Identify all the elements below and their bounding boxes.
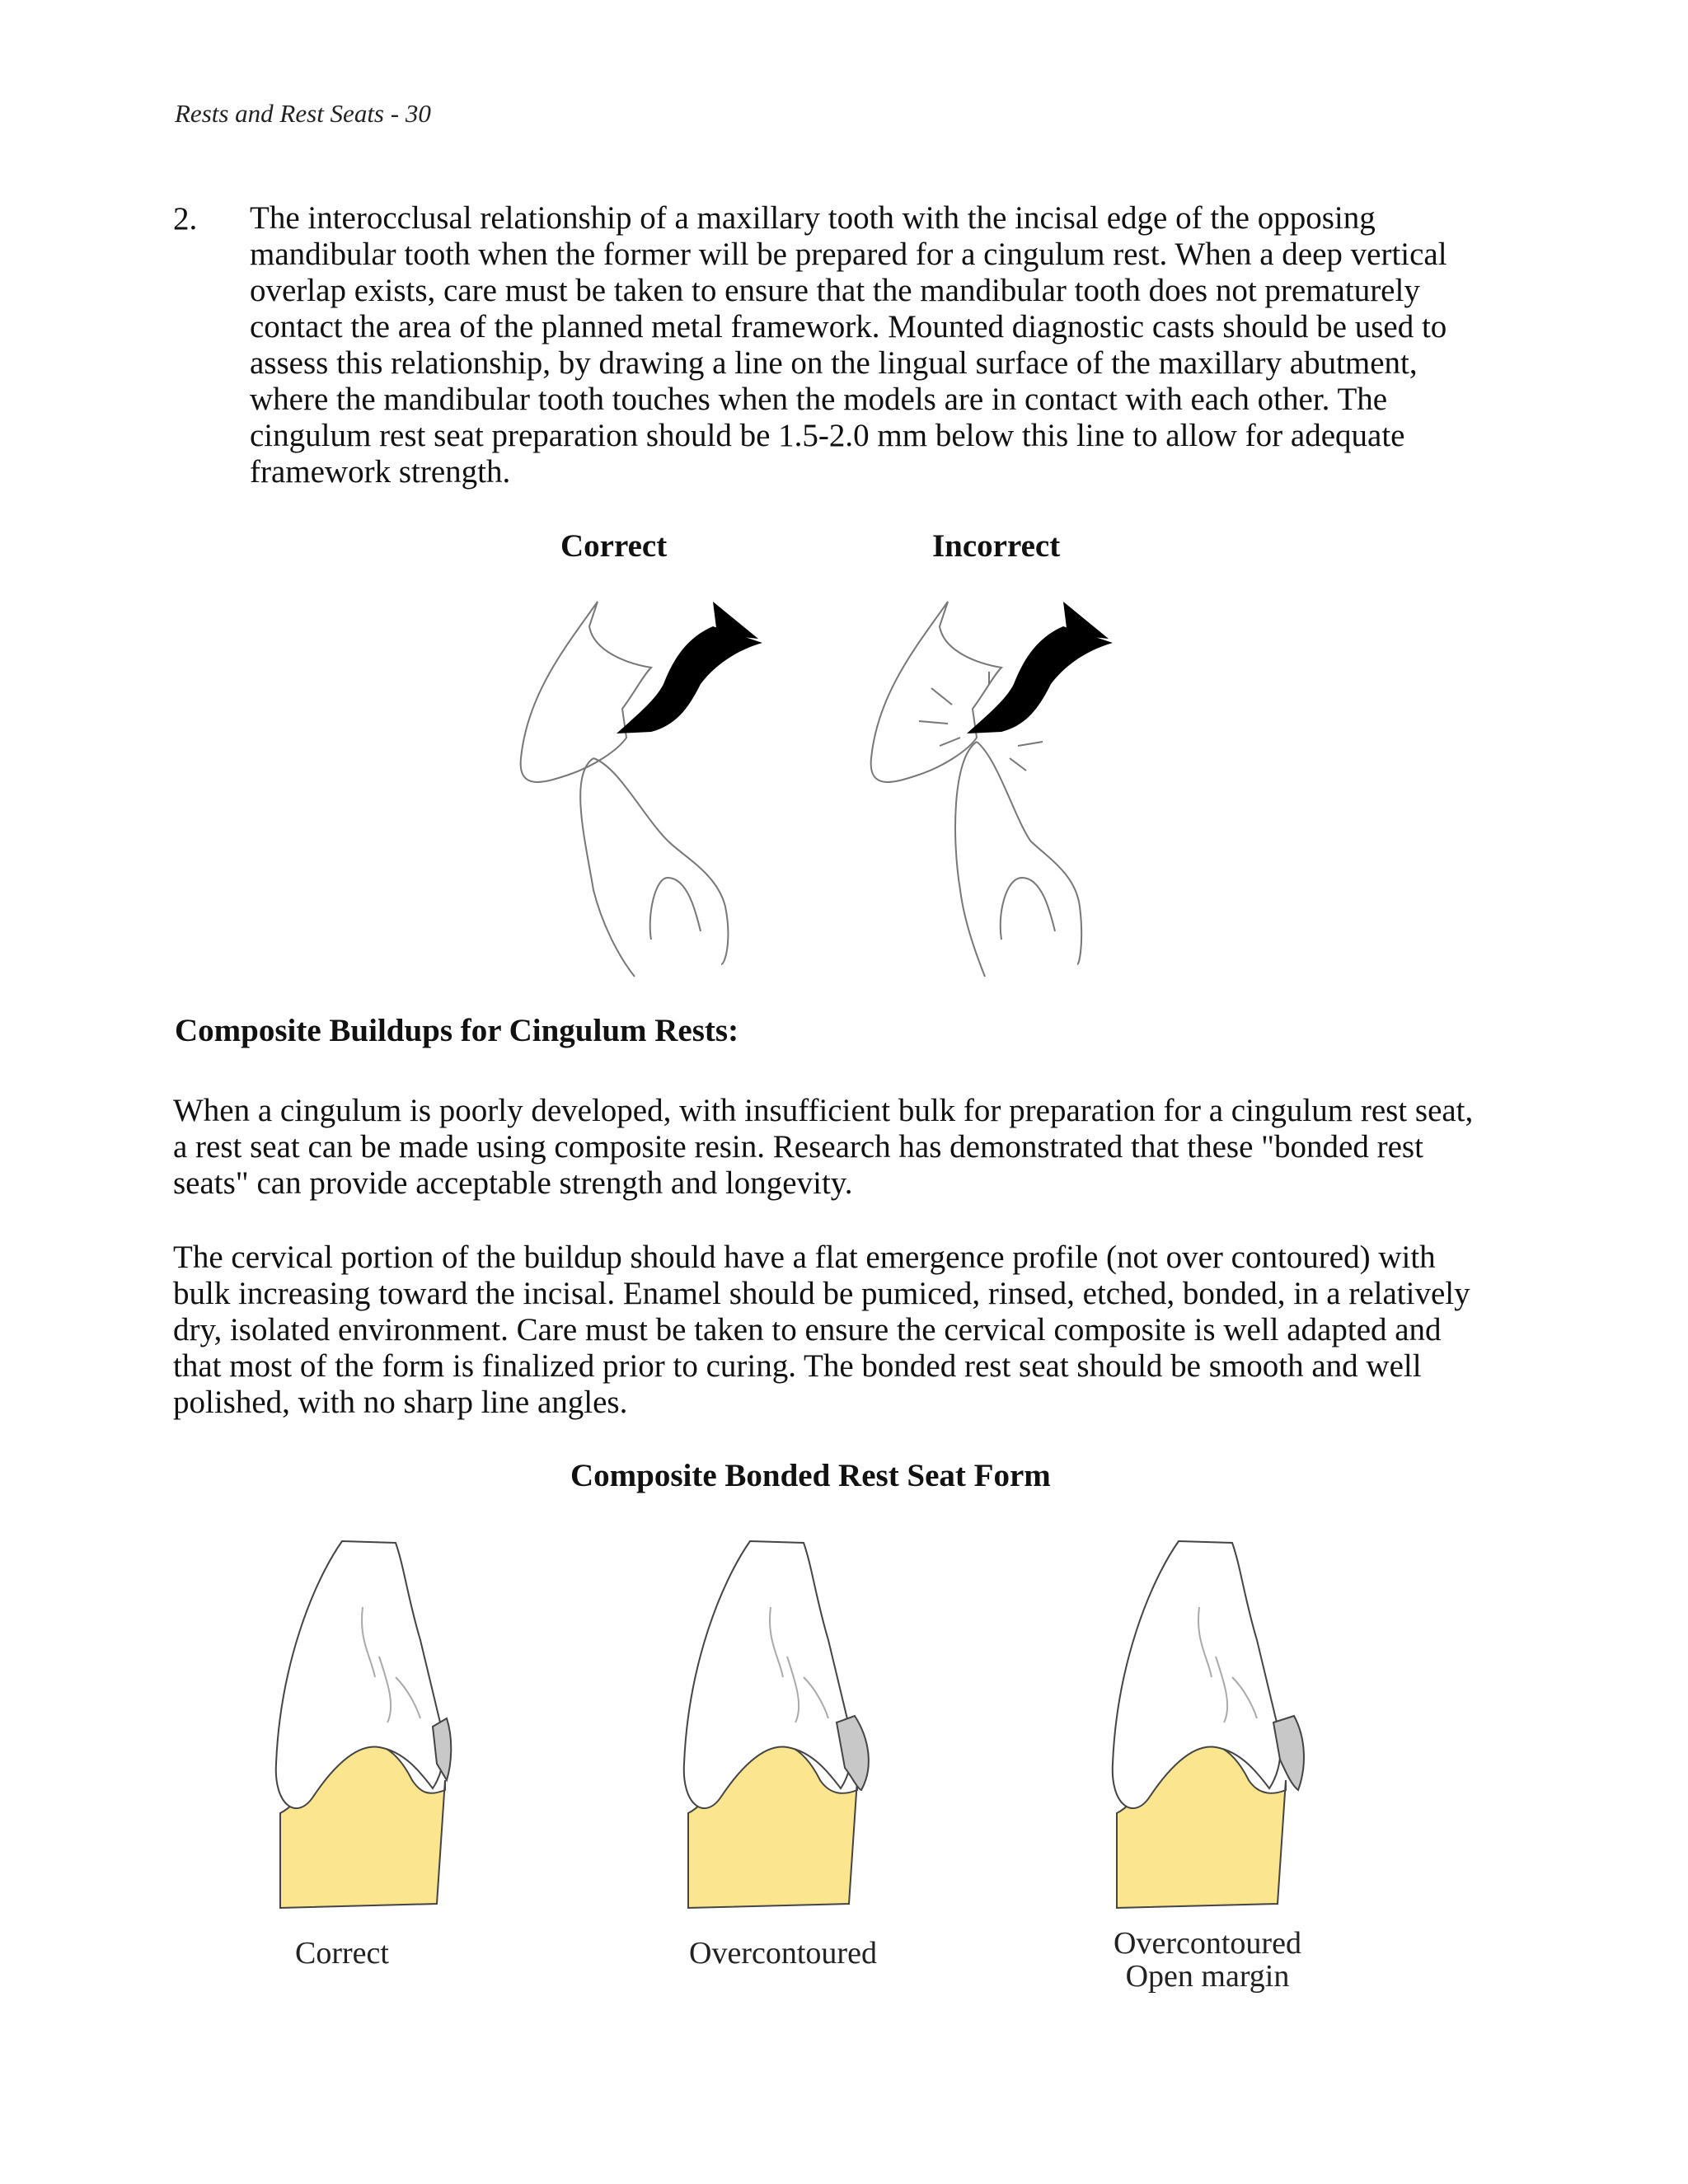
paragraph-2: The cervical portion of the buildup should have a flat emergence profile (not over contoured) with bulk increasing toward the incisal. Enamel should be pumiced, rinsed, etched, bonded, in a relatively dry, isolated environment. Care must be taken to ensure the cervical composite is well adapted and that most of the form is finalized prior to curing. The bonded rest seat should be smooth and well polished, with no sharp line angles. [173, 1240, 1470, 1420]
mandibular-tooth-outline [580, 758, 728, 977]
caption-line-1: Overcontoured [1114, 1926, 1301, 1961]
page-header: Rests and Rest Seats - 30 [175, 99, 431, 128]
figure-label-correct: Correct [560, 528, 668, 564]
caption-line-2: Open margin [1125, 1959, 1290, 1994]
list-item-number: 2. [173, 201, 198, 237]
caption-overcontoured-open-margin [1104, 1927, 1311, 1993]
figure-title: Composite Bonded Rest Seat Form [570, 1458, 1051, 1493]
incorrect-occlusion-illustration [861, 593, 1125, 981]
correct-occlusion-illustration [511, 593, 775, 981]
tooth-correct-illustration [264, 1533, 462, 1912]
caption-correct: Correct [295, 1936, 389, 1971]
section-heading: Composite Buildups for Cingulum Rests: [175, 1013, 739, 1048]
list-item-text: The interocclusal relationship of a maxillary tooth with the incisal edge of the opposing mandibular tooth when the former will be prepared for a cingulum rest. When a deep vertical overlap exists, care must be taken to ensure that the mandibular tooth does not prematurely contact the area of the planned metal framework. Mounted diagnostic casts should be used to assess this relationship, by drawing a line on the lingual surface of the maxillary abutment, where the mandibular tooth touches when the models are in contact with each other. The cingulum rest seat preparation should be 1.5-2.0 mm below this line to allow for adequate framework strength. [250, 200, 1447, 490]
tooth-open-margin-illustration [1100, 1533, 1315, 1912]
maxillary-tooth-outline [521, 602, 651, 782]
caption-overcontoured: Overcontoured [689, 1936, 877, 1971]
figure-label-incorrect: Incorrect [932, 528, 1061, 564]
framework-tip [713, 602, 758, 639]
mandibular-tooth-outline [955, 742, 1081, 977]
framework-tip [1063, 602, 1109, 639]
tooth-overcontoured-illustration [672, 1533, 886, 1912]
paragraph-1: When a cingulum is poorly developed, with insufficient bulk for preparation for a cingulum rest seat, a rest seat can be made using composite resin. Research has demonstrated that these "bonded rest seats" can provide acceptable strength and longevity. [173, 1093, 1474, 1201]
